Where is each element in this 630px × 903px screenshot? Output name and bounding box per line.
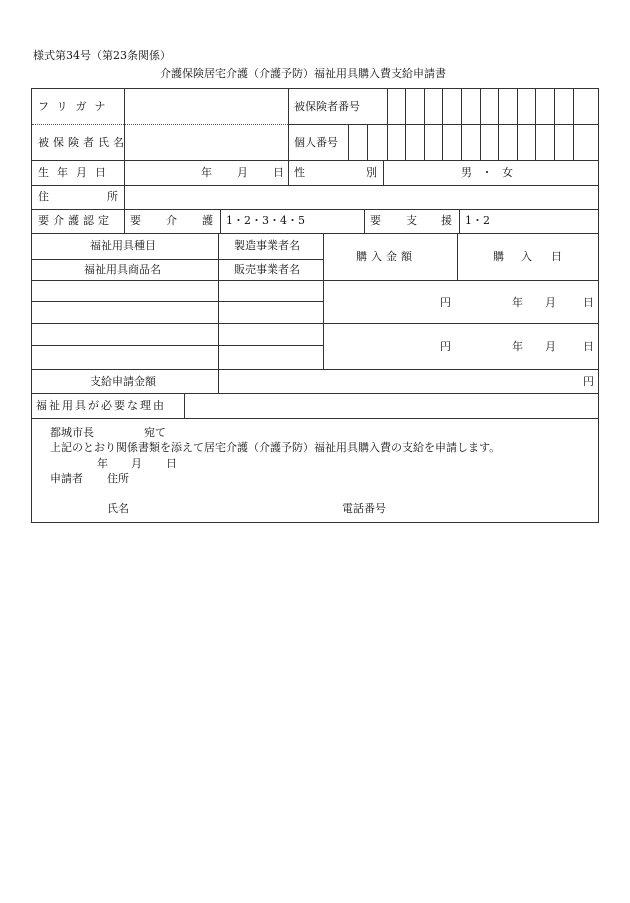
purchase-month-2: 月 — [545, 340, 556, 353]
declaration-year: 年 — [97, 457, 108, 470]
sex-label: 性 — [294, 166, 305, 179]
purchase-amount-header: 購入金額 — [356, 250, 416, 263]
applicant-address-label: 住所 — [107, 472, 129, 485]
phone-label: 電話番号 — [342, 502, 386, 515]
birth-year-label: 年 — [201, 166, 212, 179]
furigana-label: フリガナ — [38, 100, 114, 113]
care-level-label: 要 — [130, 214, 141, 227]
care-level-label-3: 護 — [202, 214, 213, 227]
purchase-day-1: 日 — [583, 296, 594, 309]
addressee: 都城市長 — [50, 426, 94, 439]
reason-label: 福祉用具が必要な理由 — [36, 399, 166, 412]
declaration-day: 日 — [166, 457, 177, 470]
birth-day-label: 日 — [273, 166, 284, 179]
declaration-statement: 上記のとおり関係書類を添えて居宅介護（介護予防）福祉用具購入費の支給を申請します。 — [50, 441, 501, 454]
yen-unit-1: 円 — [440, 296, 451, 309]
purchase-year-2: 年 — [512, 340, 523, 353]
support-level-options[interactable]: 1・2 — [465, 214, 490, 227]
equipment-type-header: 福祉用具種目 — [90, 239, 156, 252]
care-level-label-2: 介 — [166, 214, 177, 227]
declaration-month: 月 — [131, 457, 142, 470]
applicant-label: 申請者 — [50, 472, 83, 485]
purchase-date-header-a: 購 — [493, 250, 504, 263]
manufacturer-header: 製造事業者名 — [234, 239, 300, 252]
birth-date-label: 生年月日 — [38, 166, 114, 179]
sex-label-2: 別 — [366, 166, 377, 179]
purchase-month-1: 月 — [545, 296, 556, 309]
support-level-label-2: 支 — [406, 214, 417, 227]
support-level-label: 要 — [370, 214, 381, 227]
birth-month-label: 月 — [237, 166, 248, 179]
purchase-year-1: 年 — [512, 296, 523, 309]
purchase-date-header-b: 入 — [521, 250, 532, 263]
applicant-name-label: 氏名 — [107, 502, 129, 515]
care-level-options[interactable]: 1・2・3・4・5 — [226, 214, 305, 227]
equipment-product-header: 福祉用具商品名 — [84, 263, 161, 276]
form-title: 介護保険居宅介護（介護予防）福祉用具購入費支給申請書 — [160, 67, 446, 80]
yen-unit-2: 円 — [440, 340, 451, 353]
care-cert-label: 要介護認定 — [38, 214, 113, 227]
form-number: 様式第34号（第23条関係） — [33, 49, 171, 62]
purchase-day-2: 日 — [583, 340, 594, 353]
support-level-label-3: 援 — [441, 214, 452, 227]
personal-number-label: 個人番号 — [294, 136, 338, 149]
seller-header: 販売事業者名 — [234, 263, 300, 276]
insured-number-label: 被保険者番号 — [294, 100, 360, 113]
address-label-2: 所 — [107, 190, 118, 203]
purchase-date-header-c: 日 — [551, 250, 562, 263]
insured-name-label: 被保険者氏名 — [38, 136, 128, 149]
addressee-suffix: 宛て — [144, 426, 166, 439]
sex-options[interactable]: 男 ・ 女 — [461, 166, 513, 179]
address-label: 住 — [38, 190, 49, 203]
claim-amount-label: 支給申請金額 — [90, 375, 156, 388]
claim-amount-yen: 円 — [583, 375, 594, 388]
